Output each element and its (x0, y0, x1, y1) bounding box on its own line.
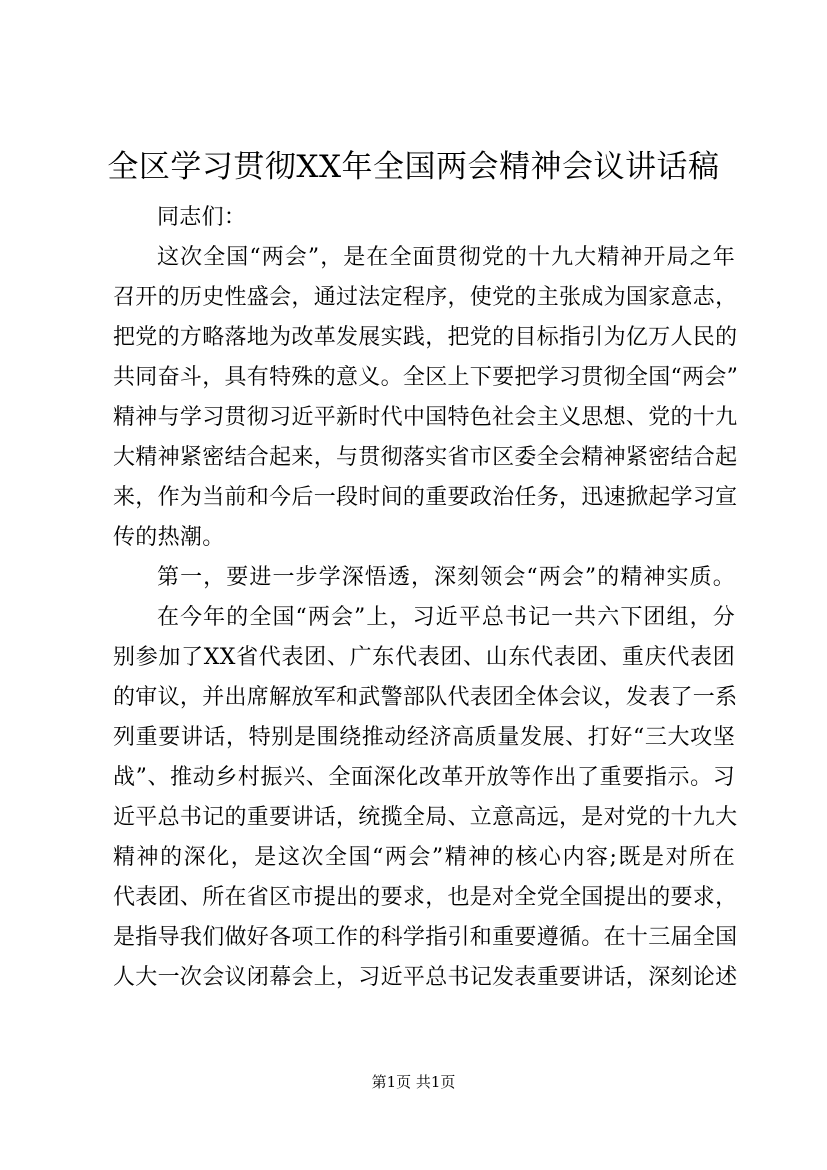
paragraph-line: 召开的历史性盛会，通过法定程序，使党的主张成为国家意志， (113, 285, 738, 310)
paragraph-line: 精神的深化，是这次全国“两会”精神的核心内容;既是对所在 (113, 845, 735, 870)
paragraph-line: 近平总书记的重要讲话，统揽全局、立意高远，是对党的十九大 (113, 805, 738, 830)
paragraph-line: 战”、推动乡村振兴、全面深化改革开放等作出了重要指示。习 (113, 765, 735, 790)
paragraph-line: 人大一次会议闭幕会上，习近平总书记发表重要讲话，深刻论述 (113, 965, 738, 990)
document-body (113, 198, 739, 998)
paragraph-line: 别参加了XX省代表团、广东代表团、山东代表团、重庆代表团 (113, 645, 735, 670)
section-heading-line: 第一，要进一步学深悟透，深刻领会“两会”的精神实质。 (157, 565, 735, 590)
paragraph-line: 代表团、所在省区市提出的要求，也是对全党全国提出的要求， (113, 885, 738, 910)
paragraph-line: 的审议，并出席解放军和武警部队代表团全体会议，发表了一系 (113, 685, 738, 710)
paragraph-line: 精神与学习贯彻习近平新时代中国特色社会主义思想、党的十九 (113, 405, 738, 430)
page-number-footer: 第1页 共1页 (371, 1073, 456, 1091)
paragraph-line: 传的热潮。 (113, 525, 225, 550)
paragraph-line: 大精神紧密结合起来，与贯彻落实省市区委全会精神紧密结合起 (113, 445, 738, 470)
salutation-line: 同志们： (157, 205, 247, 230)
paragraph-line: 来，作为当前和今后一段时间的重要政治任务，迅速掀起学习宣 (113, 485, 738, 510)
paragraph-line: 在今年的全国“两会”上，习近平总书记一共六下团组，分 (157, 605, 735, 630)
paragraph-line: 把党的方略落地为改革发展实践，把党的目标指引为亿万人民的 (113, 325, 738, 350)
paragraph-line: 共同奋斗，具有特殊的意义。全区上下要把学习贯彻全国“两会” (113, 365, 739, 390)
paragraph-line: 列重要讲话，特别是围绕推动经济高质量发展、打好“三大攻坚 (113, 725, 735, 750)
paragraph-line: 这次全国“两会”，是在全面贯彻党的十九大精神开局之年 (157, 245, 735, 270)
document-title: 全区学习贯彻XX年全国两会精神会议讲话稿 (107, 149, 720, 185)
paragraph-line: 是指导我们做好各项工作的科学指引和重要遵循。在十三届全国 (113, 925, 738, 950)
